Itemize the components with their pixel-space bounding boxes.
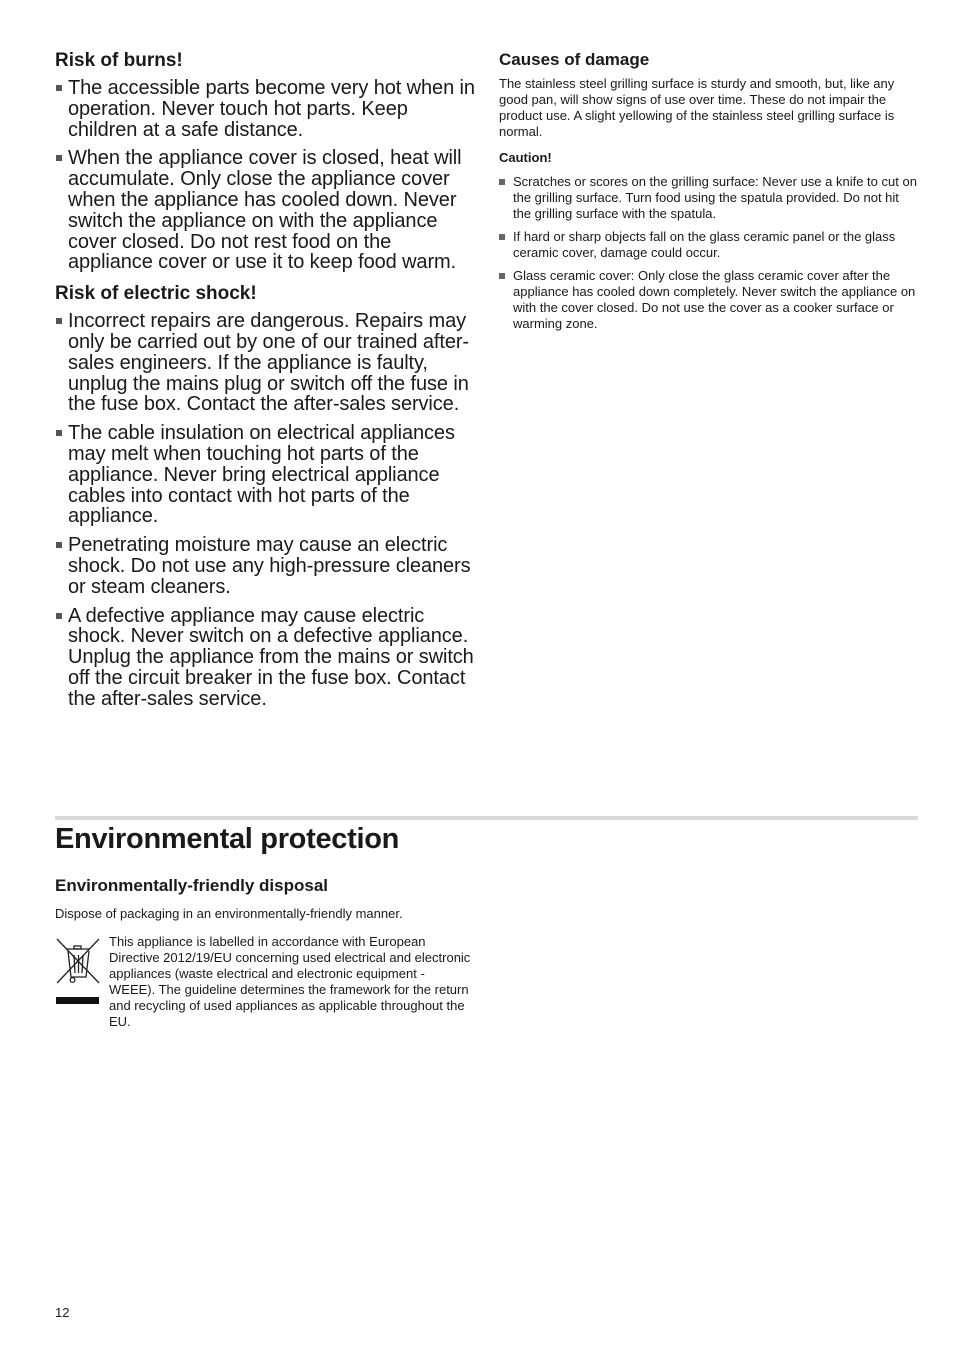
caution-label: Caution!: [499, 150, 552, 165]
damage-intro: The stainless steel grilling surface is sturdy and smooth, but, like any good pan, will show signs of use over time. These do not impair the product use. A slight yellowing of the stainless steel grilling surface is normal.: [499, 76, 895, 139]
bullet-square-icon: [499, 234, 505, 240]
bullet-square-icon: [56, 85, 62, 91]
burns-list: [55, 78, 475, 273]
section-divider: [55, 816, 918, 820]
list-item: The accessible parts become very hot when in operation. Never touch hot parts. Keep children at a safe distance.: [55, 78, 475, 140]
damage-list: [499, 174, 919, 332]
bullet-square-icon: [56, 613, 62, 619]
list-item: If hard or sharp objects fall on the glass ceramic panel or the glass ceramic cover, damage could occur.: [499, 229, 919, 261]
right-column: [499, 50, 919, 339]
bullet-square-icon: [499, 179, 505, 185]
weee-text: This appliance is labelled in accordance with European Directive 2012/19/EU concerning used electrical and electronic appliances (waste electrical and electronic equipment - WEEE). The guideline determines the framework for the return and recycling of used appliances as applicable throughout the EU.: [109, 934, 471, 1029]
bullet-square-icon: [56, 155, 62, 161]
burns-heading: Risk of burns!: [55, 50, 183, 71]
list-item: Glass ceramic cover: Only close the glass ceramic cover after the appliance has cooled down completely. Never switch the appliance on with the cover closed. Do not use the cover as a cooker surface or warming zone.: [499, 268, 919, 332]
list-item: A defective appliance may cause electric shock. Never switch on a defective appliance. Unplug the appliance from the mains or switch off the circuit breaker in the fuse box. Contact the after-sales service.: [55, 606, 475, 710]
crossed-out-wheelie-bin-icon: [55, 937, 101, 1007]
list-item: When the appliance cover is closed, heat will accumulate. Only close the appliance cover when the appliance has cooled down. Never switch the appliance on with the appliance cover closed. Do not rest food on the appliance cover or use it to keep food warm.: [55, 148, 475, 273]
section-title: Environmental protection: [55, 823, 400, 855]
list-item: The cable insulation on electrical appliances may melt when touching hot parts of the appliance. Never bring electrical appliance cables into contact with hot parts of the appliance.: [55, 423, 475, 527]
page-number: 12: [55, 1305, 70, 1320]
bullet-square-icon: [56, 430, 62, 436]
left-column: [55, 50, 475, 718]
disposal-heading: Environmentally-friendly disposal: [55, 876, 329, 895]
shock-heading: Risk of electric shock!: [55, 283, 257, 305]
list-item: Penetrating moisture may cause an electric shock. Do not use any high-pressure cleaners or steam cleaners.: [55, 535, 475, 597]
packaging-text: Dispose of packaging in an environmentally-friendly manner.: [55, 906, 403, 921]
bullet-square-icon: [56, 318, 62, 324]
shock-list: [55, 311, 475, 709]
list-item: Scratches or scores on the grilling surface: Never use a knife to cut on the grilling surface. Turn food using the spatula provided. Do not hit the grilling surface with the spatula.: [499, 174, 919, 222]
damage-heading: Causes of damage: [499, 50, 650, 69]
list-item: Incorrect repairs are dangerous. Repairs may only be carried out by one of our trained after-sales engineers. If the appliance is faulty, unplug the mains plug or switch off the fuse in the fuse box. Contact the after-sales service.: [55, 311, 475, 415]
bullet-square-icon: [499, 273, 505, 279]
bullet-square-icon: [56, 542, 62, 548]
